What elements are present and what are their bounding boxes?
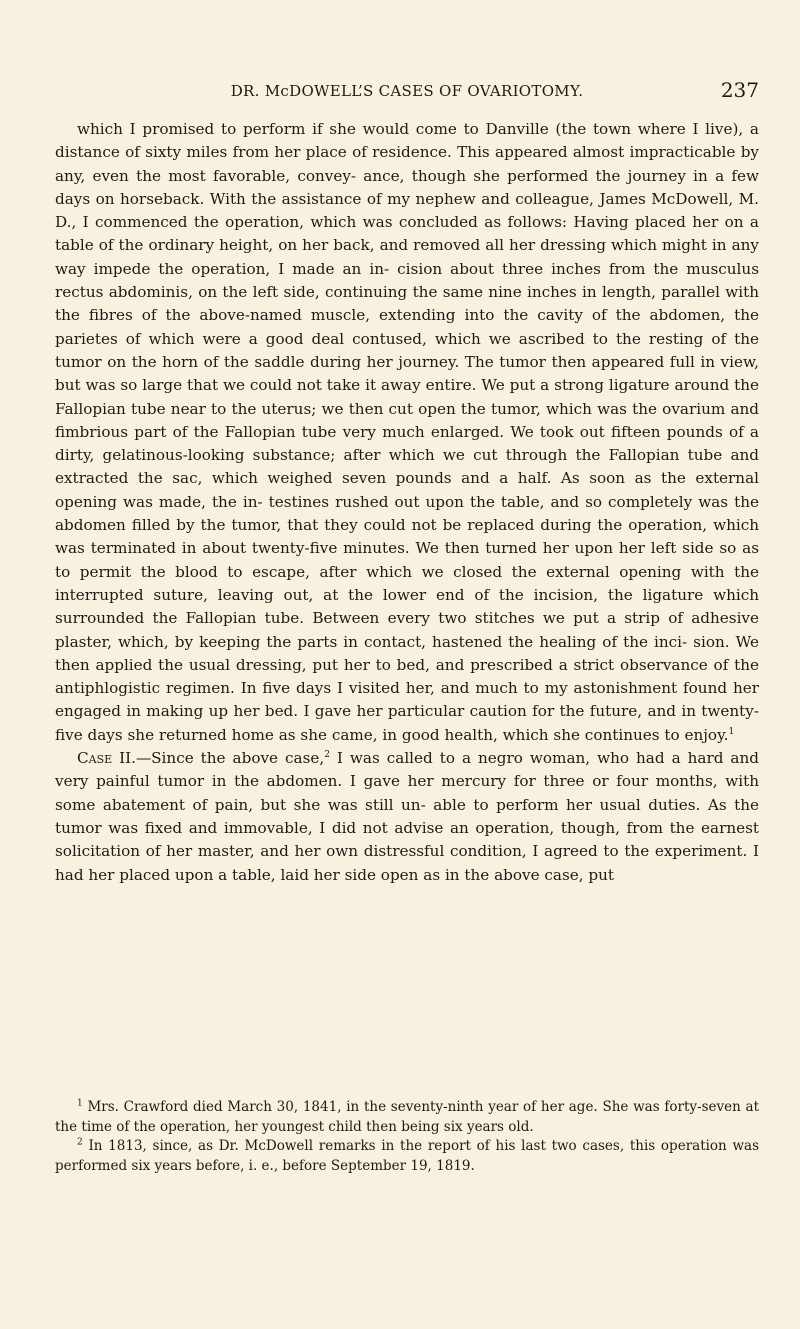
body-text [55, 118, 759, 887]
footnote [55, 1098, 759, 1137]
footnote-mark: 2 [77, 1137, 83, 1148]
page-number: 237 [720, 78, 759, 102]
paragraph-case-2 [55, 747, 759, 887]
case-label: Case [77, 749, 113, 768]
footnote-ref: 2 [324, 749, 330, 760]
paragraph-text: which I promised to perform if she would come to Danville (the town where I live), a distance of sixty miles from her place of residence. This appeared almost impracticable by any, even the most favorable, convey- ance, though she performed the journey in a few days on horseback. With the assistance of my nephew and colleague, James McDowell, M. D., I commenced the operation, which was concluded as follows: Having placed her on a table of the ordinary height, on her back, and removed all her dressing which might in any way impede the operation, I made an in- cision about three inches from the musculus rectus abdominis, on the left side, continuing the same nine inches in length, parallel with the fibres of the above-named muscle, extending into the cavity of the abdomen, the parietes of which were a good deal contused, which we ascribed to the resting of the tumor on the horn of the saddle during her journey. The tumor then appeared full in view, but was so large that we could not take it away entire. We put a strong ligature around the Fallopian tube near to the uterus; we then cut open the tumor, which was the ovarium and fimbrious part of the Fallopian tube very much enlarged. We took out fifteen pounds of a dirty, gelatinous-looking substance; after which we cut through the Fallopian tube and extracted the sac, which weighed seven pounds and a half. As soon as the external opening was made, the in- testines rushed out upon the table, and so completely was the abdomen filled by the tumor, that they could not be replaced during the operation, which was terminated in about twenty-five minutes. We then turned her upon her left side so as to permit the blood to escape, after which we closed the external opening with the interrupted suture, leaving out, at the lower end of the incision, the ligature which surrounded the Fallopian tube. Between every two stitches we put a strip of adhesive plaster, which, by keeping the parts in contact, hastened the healing of the inci- sion. We then applied the usual dressing, put her to bed, and prescribed a strict observance of the antiphlogistic regimen. In five days I visited her, and much to my astonishment found her engaged in making up her bed. I gave her particular caution for the future, and in twenty-five days she returned home as she came, in good health, which she continues to enjoy. [55, 120, 759, 744]
paragraph-case-1 [55, 118, 759, 747]
paragraph-text: I was called to a negro woman, who had a hard and very painful tumor in the abdomen. I gave her mercury for three or four months, with some abatement of pain, but she was still un- able to perform her usual duties. As the tumor was fixed and immovable, I did not advise an operation, though, from the earnest solicitation of her master, and her own distressful condition, I agreed to the experiment. I had her placed upon a table, laid her side open as in the above case, put [55, 749, 759, 884]
page-header [55, 78, 759, 108]
footnotes [55, 1098, 759, 1176]
footnote-ref: 1 [728, 726, 735, 737]
footnote-text: Mrs. Crawford died March 30, 1841, in the seventy-ninth year of her age. She was forty-seven at the time of the operation, her youngest child then being six years old. [55, 1099, 759, 1135]
running-head: DR. McDOWELL’S CASES OF OVARIOTOMY. [230, 82, 584, 100]
footnote-mark: 1 [77, 1098, 83, 1109]
footnote-text: In 1813, since, as Dr. McDowell remarks in the report of his last two cases, this operation was performed six years before, i. e., before September 19, 1819. [55, 1138, 759, 1174]
footnote [55, 1137, 759, 1176]
paragraph-text: II.—Since the above case, [112, 749, 325, 768]
